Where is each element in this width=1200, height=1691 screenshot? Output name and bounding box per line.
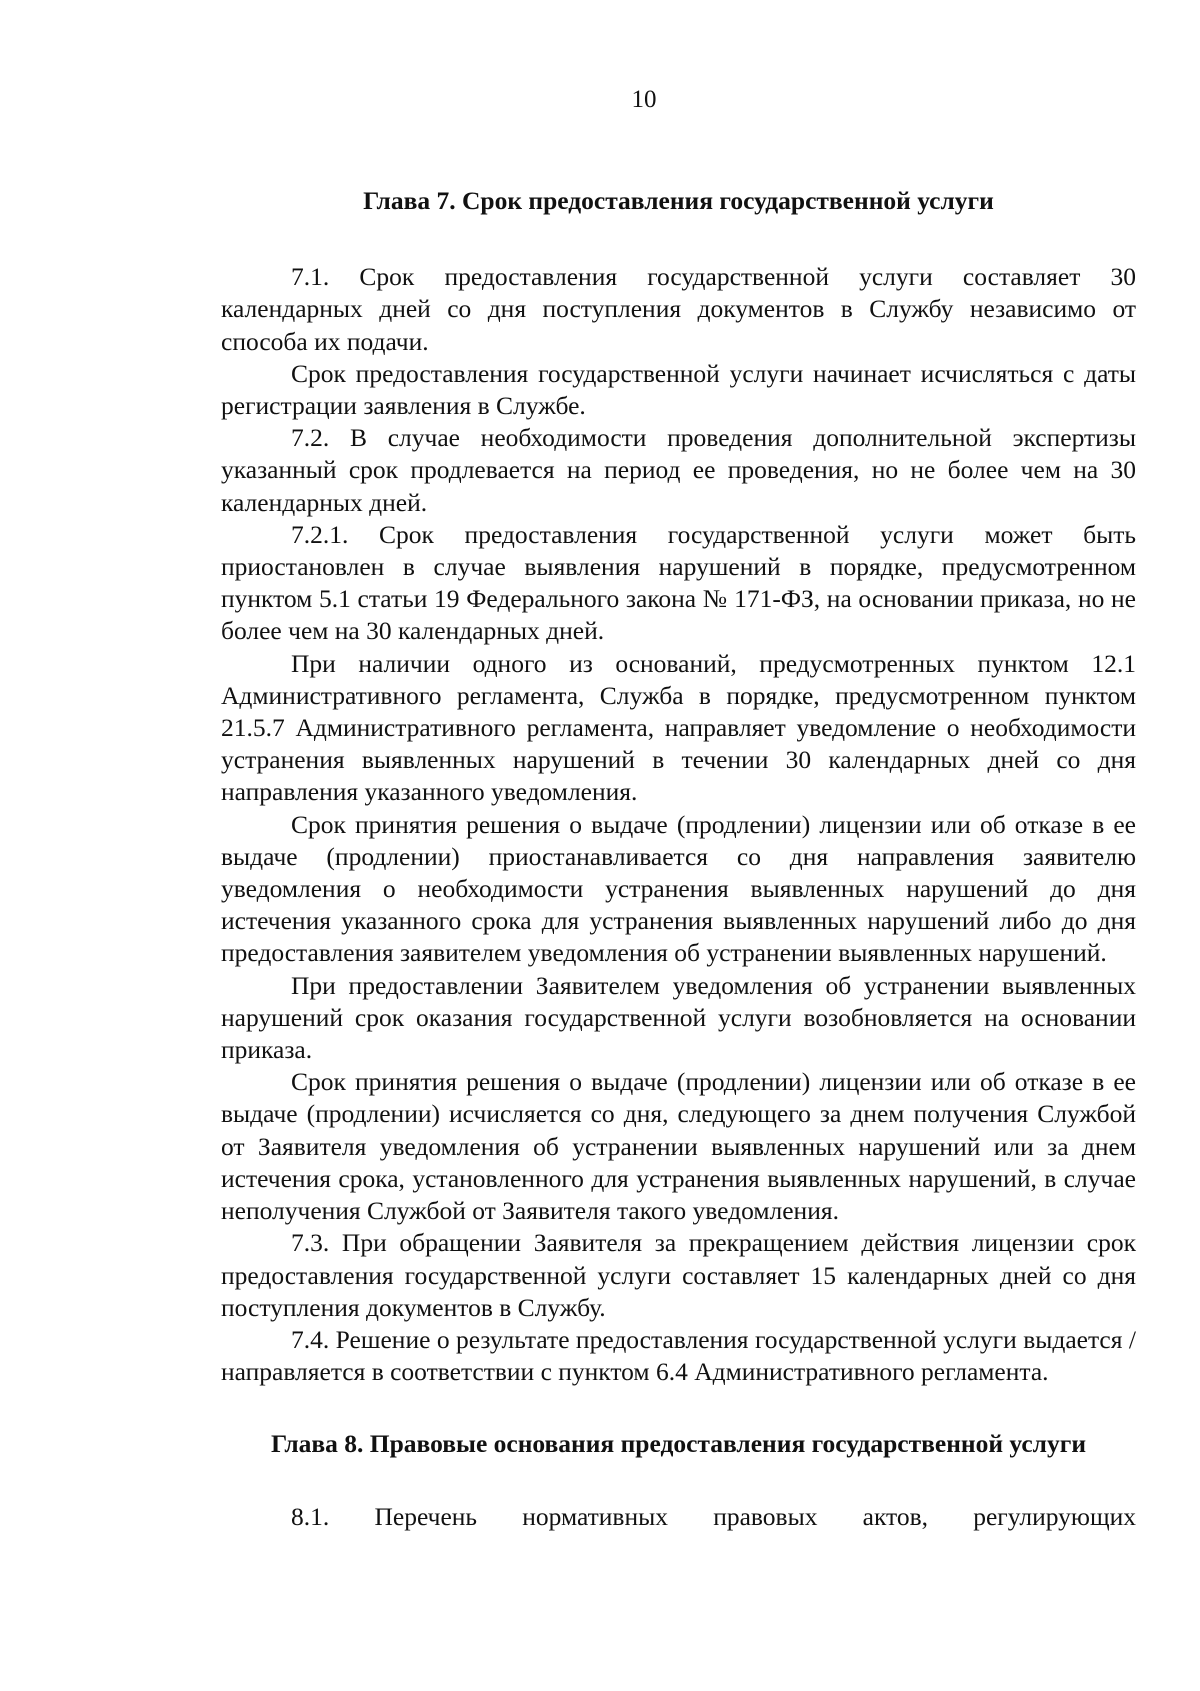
- paragraph-8-1: 8.1. Перечень нормативных правовых актов, регулирующих: [291, 1501, 1136, 1531]
- paragraph-7-2-1-suspension: Срок принятия решения о выдаче (продлении) лицензии или об отказе в ее выдаче (продлении) приостанавливается со дня направления заявителю уведомления о необходимости устранения выявленных нарушений до дня истечения указанного срока для устранения выявленных нарушений либо до дня предоставления заявителем уведомления об устранении выявленных нарушений.: [221, 809, 1136, 968]
- paragraph-7-2-1-resumption: При предоставлении Заявителем уведомления об устранении выявленных нарушений срок оказания государственной услуги возобновляется на основании приказа.: [221, 970, 1136, 1065]
- paragraph-7-2-1-calculation: Срок принятия решения о выдаче (продлении) лицензии или об отказе в ее выдаче (продлении) исчисляется со дня, следующего за днем получения Службой от Заявителя уведомления об устранении выявленных нарушений или за днем истечения срока, установленного для устранения выявленных нарушений, в случае неполучения Службой от Заявителя такого уведомления.: [221, 1067, 1136, 1226]
- page-content: [221, 185, 1136, 1533]
- page-number: 10: [631, 86, 657, 113]
- paragraph-7-4: 7.4. Решение о результате предоставления государственной услуги выдается / направляется в соответствии с пунктом 6.4 Административного регламента.: [221, 1324, 1136, 1387]
- paragraph-7-2-1-grounds: При наличии одного из оснований, предусмотренных пунктом 12.1 Административного регламента, Служба в порядке, предусмотренном пунктом 21.5.7 Административного регламента, направляет уведомление о необходимости устранения выявленных нарушений в течении 30 календарных дней со дня направления указанного уведомления.: [221, 648, 1136, 807]
- paragraph-7-3: 7.3. При обращении Заявителя за прекращением действия лицензии срок предоставления государственной услуги составляет 15 календарных дней со дня поступления документов в Службу.: [221, 1228, 1136, 1322]
- chapter-8-title: Глава 8. Правовые основания предоставления государственной услуги: [270, 1429, 1087, 1459]
- chapter-7-title: Глава 7. Срок предоставления государственной услуги: [363, 186, 994, 215]
- paragraph-7-2-1: 7.2.1. Срок предоставления государственной услуги может быть приостановлен в случае выявления нарушений в порядке, предусмотренном пунктом 5.1 статьи 19 Федерального закона № 171-ФЗ, на основании приказа, но не более чем на 30 календарных дней.: [221, 519, 1136, 646]
- paragraph-7-1: 7.1. Срок предоставления государственной услуги составляет 30 календарных дней со дня поступления документов в Службу независимо от способа их подачи.: [221, 262, 1136, 356]
- paragraph-7-1-start: Срок предоставления государственной услуги начинает исчисляться с даты регистрации заявления в Службе.: [221, 358, 1136, 421]
- paragraph-7-2: 7.2. В случае необходимости проведения дополнительной экспертизы указанный срок продлевается на период ее проведения, но не более чем на 30 календарных дней.: [221, 423, 1136, 517]
